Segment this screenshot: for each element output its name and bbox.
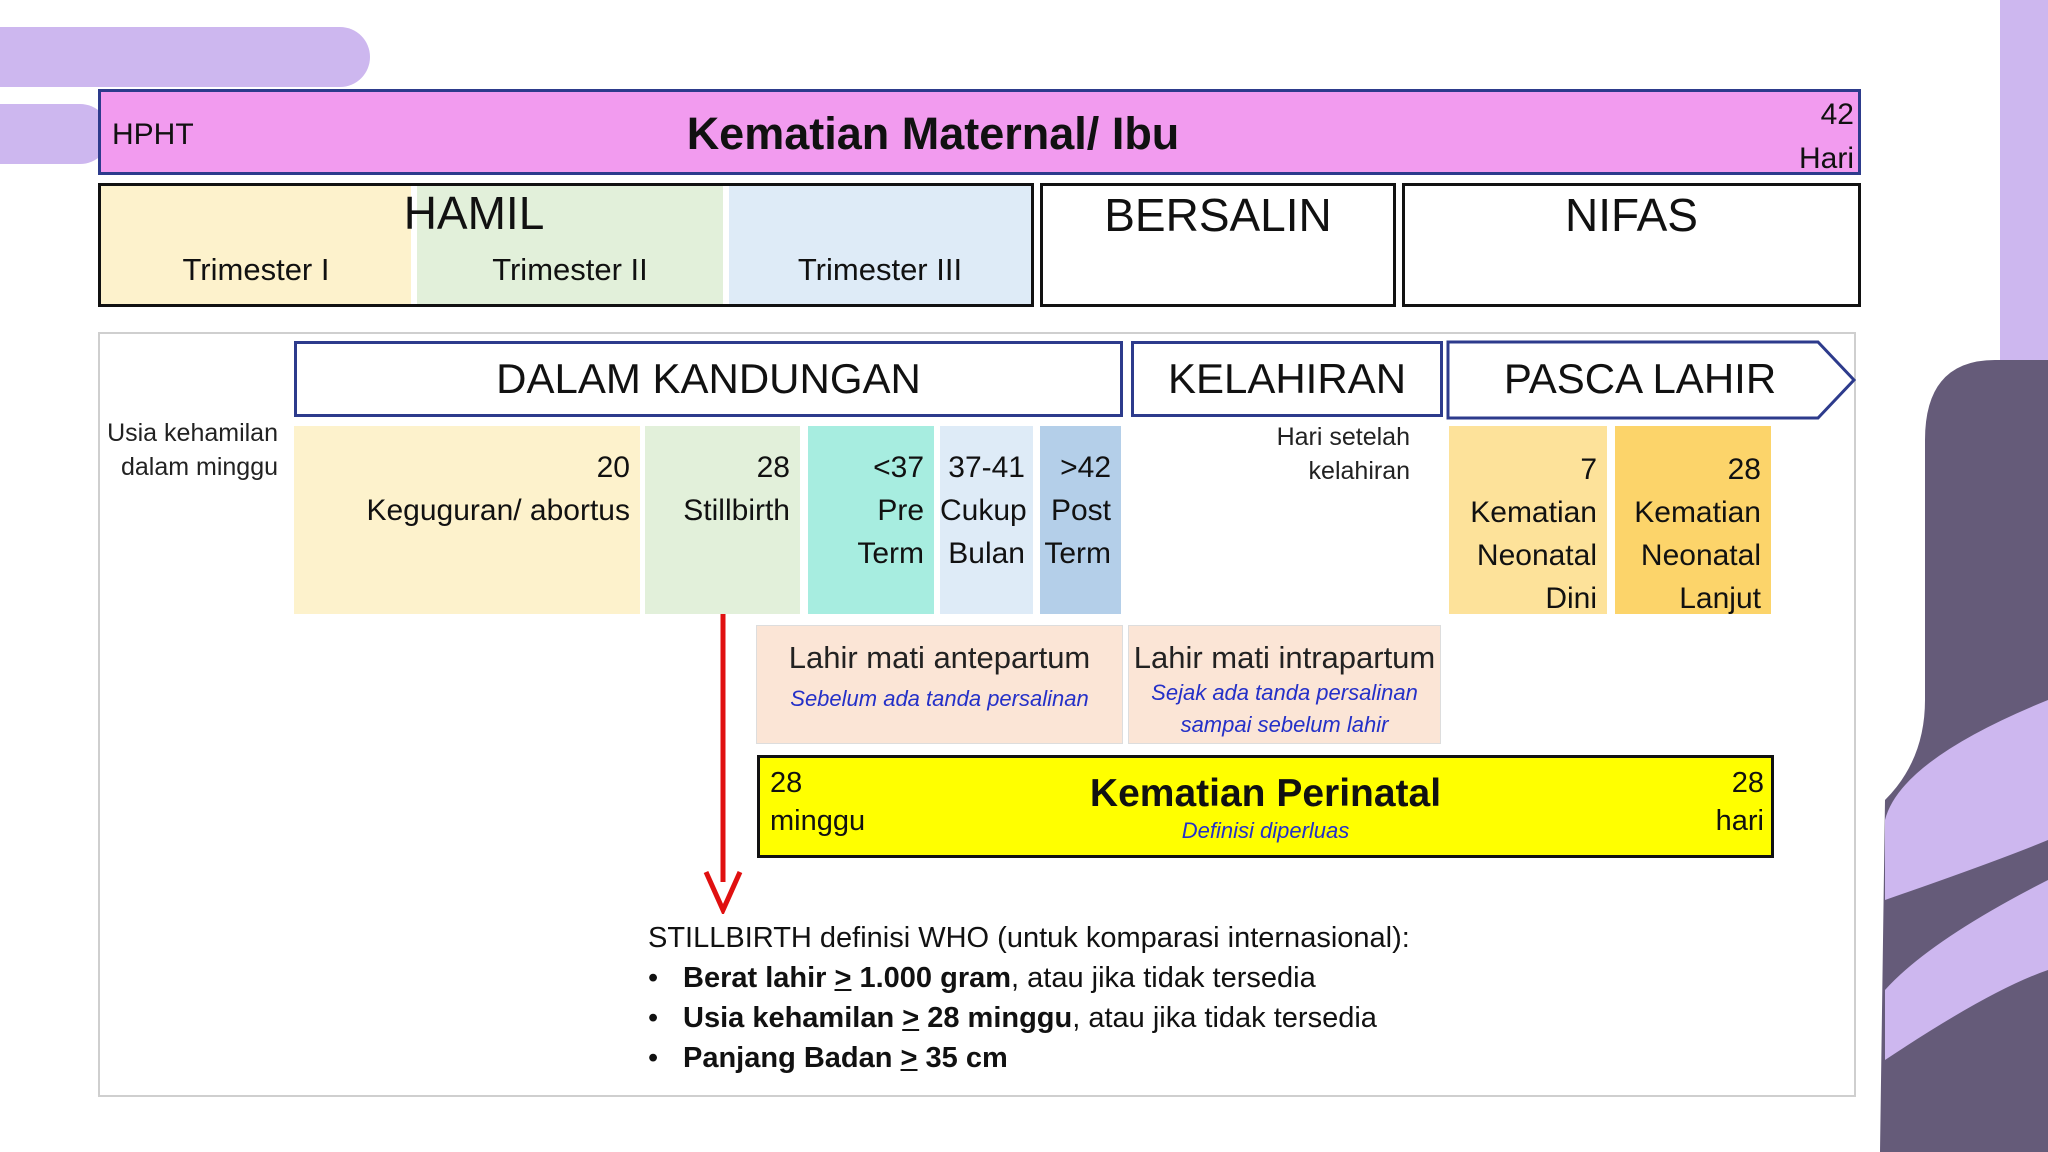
maternal-end-label <box>1760 93 1854 181</box>
neonatal-dini-label-1: Kematian <box>1470 496 1597 529</box>
perinatal-start-value: 28 <box>770 767 803 799</box>
who-bullet-age-symbol: > <box>902 1002 920 1034</box>
who-stillbirth-definition <box>648 918 1410 1078</box>
intrapartum-stillbirth-box <box>1128 625 1441 744</box>
antepartum-subtitle: Sebelum ada tanda persalinan <box>790 686 1089 711</box>
who-bullet-length <box>648 1038 1410 1078</box>
neonatal-dini-label-2: Neonatal <box>1476 539 1597 572</box>
postterm-week: >42 <box>1060 451 1111 484</box>
postterm-label-1: Post <box>1050 494 1111 527</box>
who-bullet-weight-rest: , atau jika tidak tersedia <box>1011 962 1316 994</box>
hpht-label: HPHT <box>112 118 194 151</box>
who-bullet-age-term: Usia kehamilan <box>683 1002 903 1034</box>
preterm-week: <37 <box>873 451 924 484</box>
who-bullet-weight <box>648 958 1410 998</box>
gestational-age-note-line1: Usia kehamilan <box>107 419 278 447</box>
decor-pill-left <box>0 104 110 164</box>
maternal-end-value: 42 <box>1820 98 1854 131</box>
neonatal-lanjut-label-3: Lanjut <box>1679 582 1761 615</box>
who-bullet-age-rest: , atau jika tidak tersedia <box>1072 1002 1377 1034</box>
trimester-3-label: Trimester III <box>797 252 963 287</box>
neonatal-dini-label-3: Dini <box>1545 582 1597 615</box>
stillbirth-label: Stillbirth <box>683 494 790 527</box>
days-after-birth-note-line2: kelahiran <box>1308 457 1410 485</box>
gestational-age-note <box>100 416 278 484</box>
who-bullet-weight-term: Berat lahir <box>683 962 835 994</box>
perinatal-start-unit: minggu <box>770 805 866 837</box>
hamil-title: HAMIL <box>403 187 545 239</box>
who-bullet-length-symbol: > <box>900 1042 918 1074</box>
maternal-end-unit: Hari <box>1798 142 1854 175</box>
who-bullet-length-value: 35 cm <box>917 1042 1008 1074</box>
nifas-title: NIFAS <box>1565 189 1698 241</box>
preterm-label-1: Pre <box>877 494 924 527</box>
cell-neonatal-dini <box>1449 426 1607 614</box>
who-bullet-weight-symbol: > <box>834 962 852 994</box>
intrapartum-subtitle-1: Sejak ada tanda persalinan <box>1151 680 1418 705</box>
header-dalam-kandungan: DALAM KANDUNGAN <box>294 341 1123 417</box>
cell-cukup-bulan <box>940 426 1033 614</box>
who-heading: STILLBIRTH definisi WHO (untuk komparasi internasional): <box>648 922 1410 954</box>
maternal-death-title: Kematian Maternal/ Ibu <box>686 108 1180 159</box>
antepartum-title: Lahir mati antepartum <box>788 640 1091 675</box>
perinatal-end-unit: hari <box>1715 805 1764 837</box>
who-bullet-length-term: Panjang Badan <box>683 1042 901 1074</box>
bersalin-title: BERSALIN <box>1104 189 1332 241</box>
days-after-birth-note <box>1200 420 1410 488</box>
neonatal-lanjut-day: 28 <box>1727 453 1761 486</box>
who-bullet-age <box>648 998 1410 1038</box>
cukup-bulan-label-1: Cukup <box>940 494 1027 527</box>
trimester-1-label: Trimester I <box>182 252 330 287</box>
intrapartum-title: Lahir mati intrapartum <box>1133 640 1436 675</box>
nifas-phase-box <box>1402 183 1861 307</box>
perinatal-title: Kematian Perinatal <box>1089 772 1442 815</box>
cell-neonatal-lanjut <box>1615 426 1771 614</box>
cukup-bulan-week: 37-41 <box>948 451 1025 484</box>
abortus-week: 20 <box>596 451 630 484</box>
cell-abortus <box>294 426 640 614</box>
bersalin-phase-box <box>1040 183 1396 307</box>
header-pasca-lahir: PASCA LAHIR <box>1503 355 1777 402</box>
gestational-age-note-line2: dalam minggu <box>120 453 278 481</box>
neonatal-lanjut-label-2: Neonatal <box>1640 539 1761 572</box>
cell-postterm <box>1040 426 1121 614</box>
cukup-bulan-label-2: Bulan <box>948 537 1025 570</box>
trimester-2-label: Trimester II <box>492 252 648 287</box>
intrapartum-subtitle-2: sampai sebelum lahir <box>1180 712 1389 737</box>
abortus-label: Keguguran/ abortus <box>366 494 630 527</box>
stillbirth-week: 28 <box>756 451 790 484</box>
cell-stillbirth <box>645 426 800 614</box>
postterm-label-2: Term <box>1044 537 1111 570</box>
decor-pill-top <box>0 27 370 87</box>
neonatal-dini-day: 7 <box>1580 453 1597 486</box>
perinatal-subtitle: Definisi diperluas <box>1181 818 1350 843</box>
preterm-label-2: Term <box>857 537 924 570</box>
who-bullet-list <box>648 958 1410 1078</box>
days-after-birth-note-line1: Hari setelah <box>1276 423 1410 451</box>
cell-preterm <box>808 426 934 614</box>
who-bullet-age-value: 28 minggu <box>919 1002 1073 1034</box>
perinatal-end-value: 28 <box>1731 767 1764 799</box>
who-bullet-weight-value: 1.000 gram <box>851 962 1012 994</box>
header-kelahiran: KELAHIRAN <box>1131 341 1443 417</box>
stillbirth-arrow <box>700 614 746 914</box>
neonatal-lanjut-label-1: Kematian <box>1634 496 1761 529</box>
antepartum-stillbirth-box <box>756 625 1123 744</box>
